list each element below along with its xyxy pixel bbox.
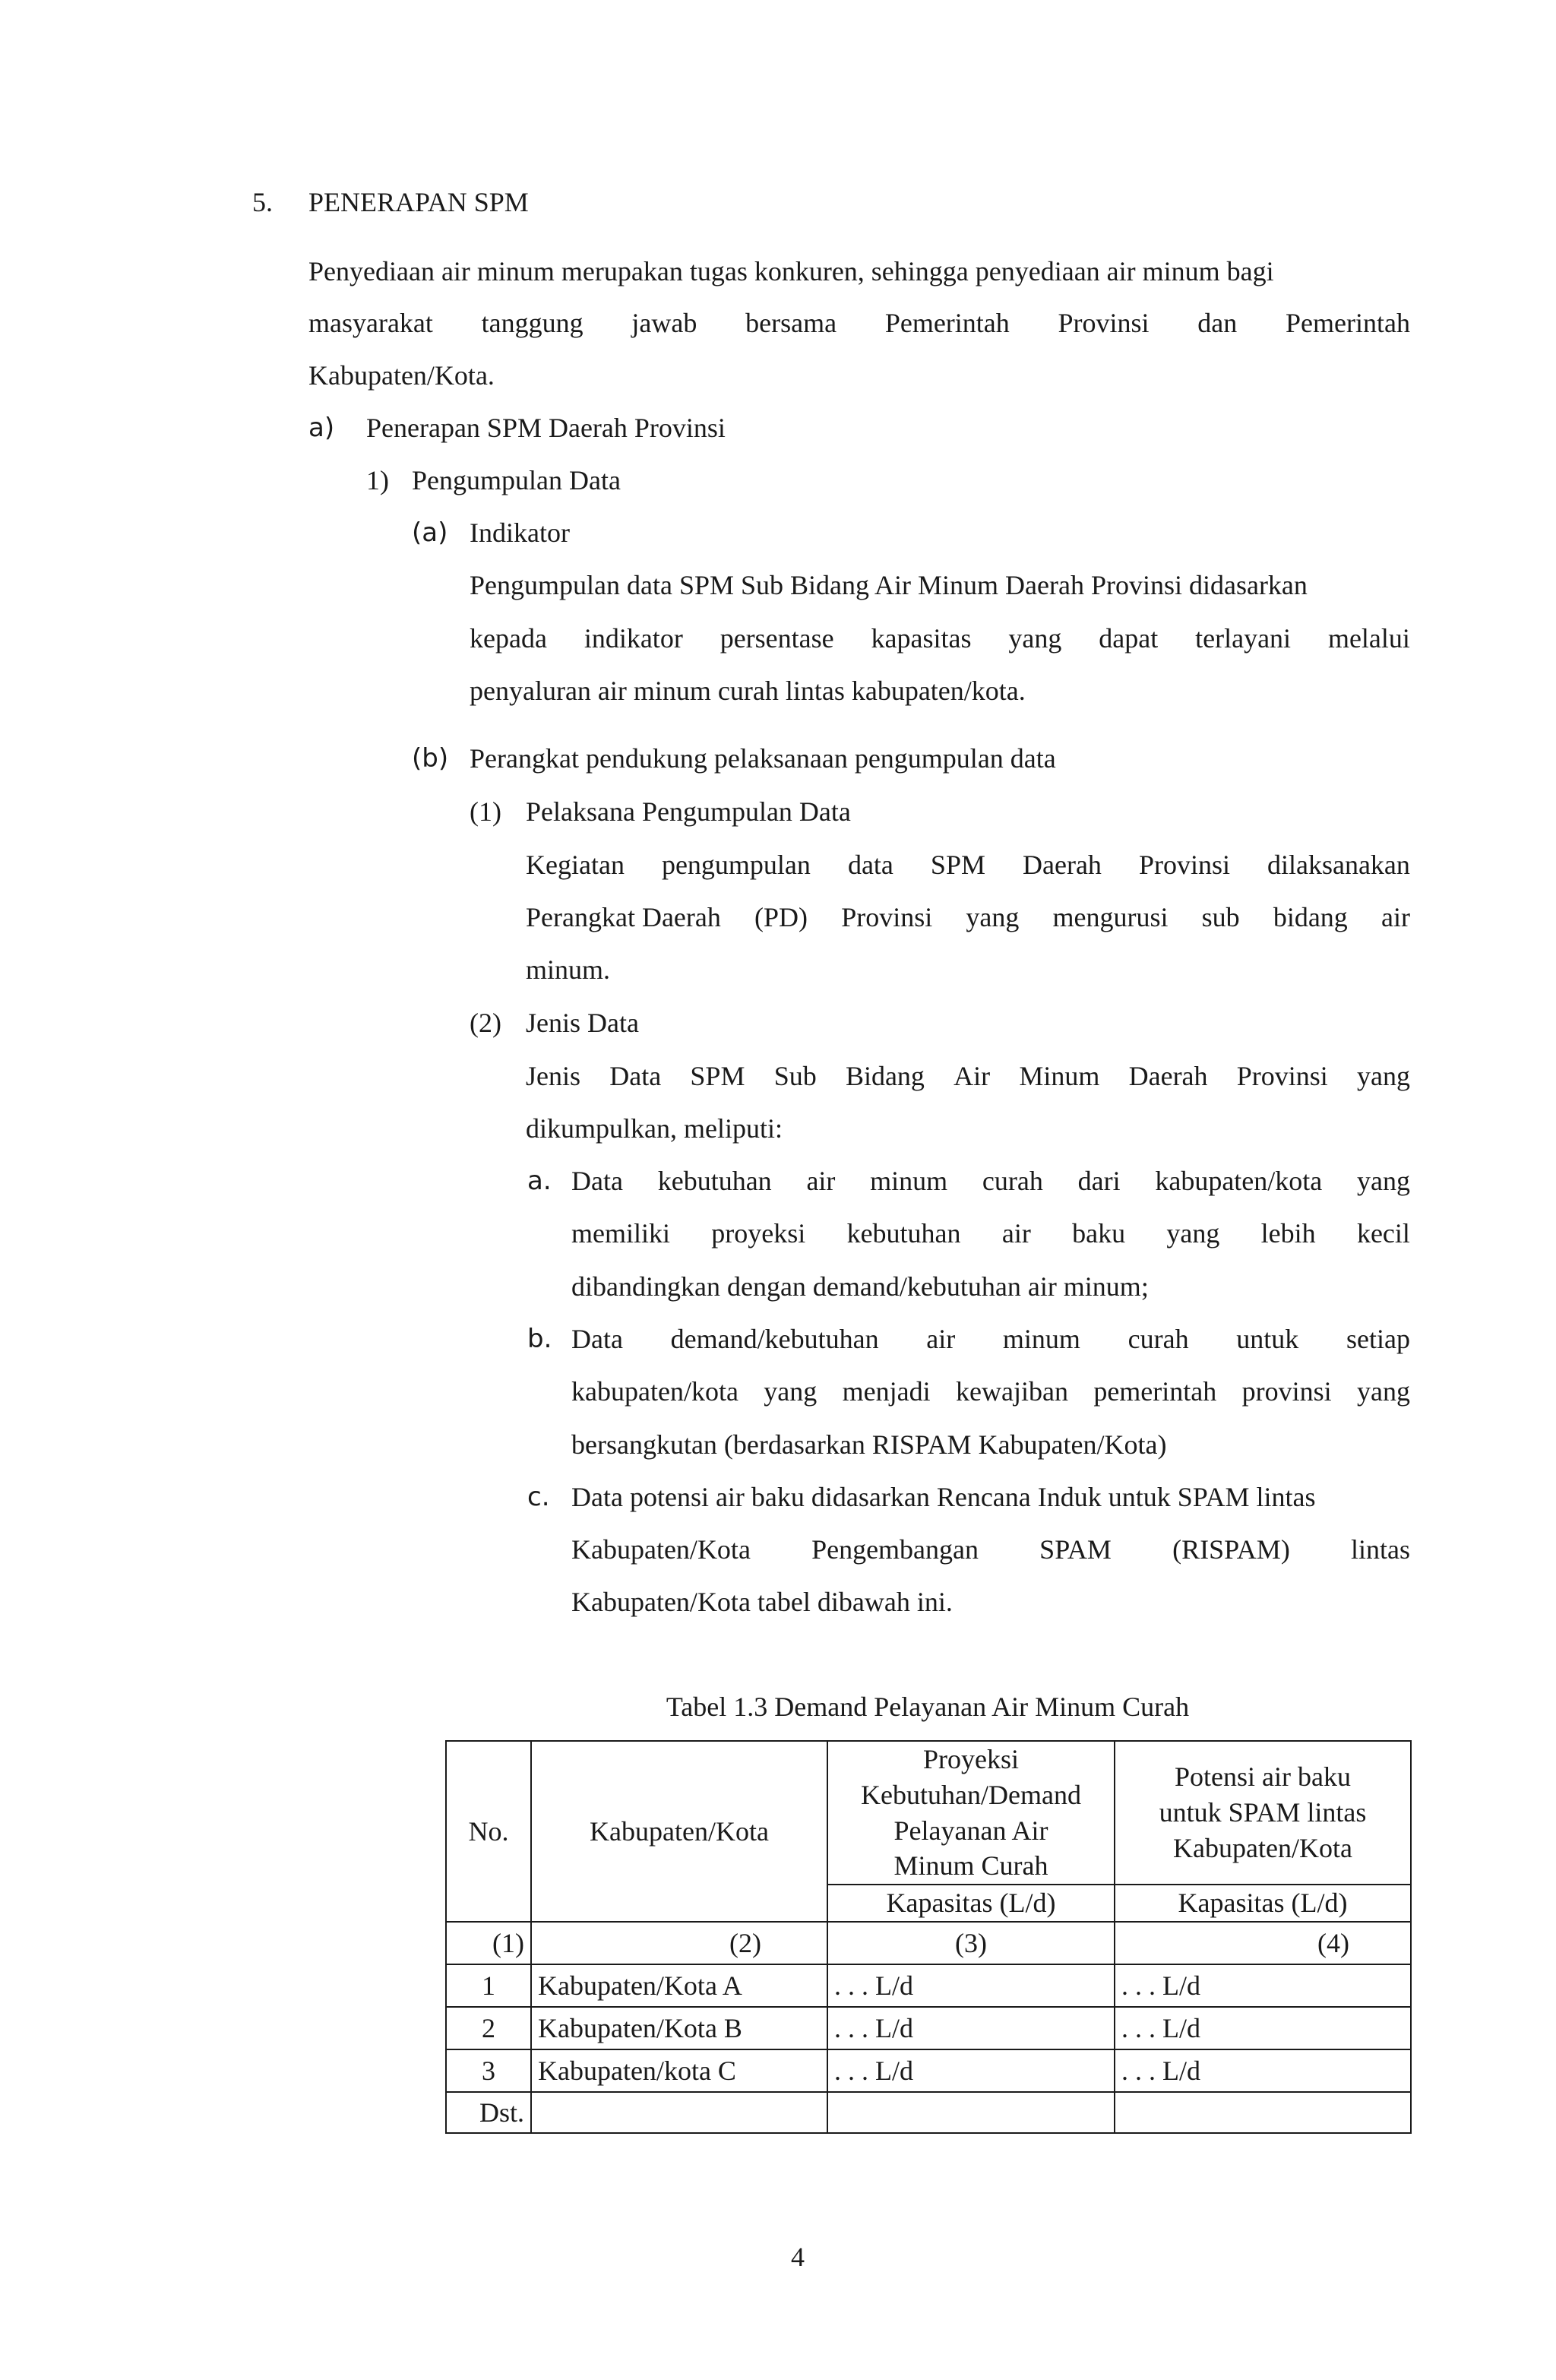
indikator-line-3: penyaluran air minum curah lintas kabupaten/kota. (470, 676, 1026, 706)
table-header-row (446, 1741, 1411, 1885)
header-no: No. (446, 1741, 531, 1922)
jenis-data-title: Jenis Data (526, 1008, 639, 1038)
row-kabupaten: Kabupaten/kota C (531, 2049, 827, 2092)
row-kabupaten: Kabupaten/Kota A (531, 1964, 827, 2007)
list-marker-paren-b: (b) (412, 743, 449, 774)
index-cell: (4) (1115, 1922, 1411, 1964)
header-potensi: Potensi air baku untuk SPAM lintas Kabupaten/Kota (1115, 1741, 1411, 1885)
row-kapasitas-4: . . . L/d (1115, 1964, 1411, 2007)
list-marker-dot-b: b. (527, 1324, 552, 1354)
row-kapasitas-3 (827, 2092, 1115, 2133)
item-a-line-3: dibandingkan dengan demand/kebutuhan air minum; (571, 1271, 1149, 1302)
indikator-line-1: Pengumpulan data SPM Sub Bidang Air Minum Daerah Provinsi didasarkan (470, 570, 1308, 600)
list-marker-dot-c: c. (527, 1482, 550, 1512)
row-kapasitas-4: . . . L/d (1115, 2049, 1411, 2092)
header-kabupaten: Kabupaten/Kota (531, 1741, 827, 1922)
table-row (446, 1964, 1411, 2007)
item-a-line-2: memiliki proyeksi kebutuhan air baku yang lebih kecil (571, 1218, 1410, 1249)
intro-line-3: Kabupaten/Kota. (308, 360, 495, 391)
list-marker-a: a) (308, 413, 335, 443)
header-kapasitas-3: Kapasitas (L/d) (827, 1885, 1115, 1922)
table-row (446, 2049, 1411, 2092)
list-marker-dot-a: a. (527, 1166, 552, 1196)
list-marker-1: 1) (366, 465, 389, 495)
row-number: 3 (446, 2049, 531, 2092)
item-c-line-1: Data potensi air baku didasarkan Rencana Induk untuk SPAM lintas (571, 1482, 1316, 1512)
row-kapasitas-3: . . . L/d (827, 2007, 1115, 2049)
header-kapasitas-4: Kapasitas (L/d) (1115, 1885, 1411, 1922)
row-kabupaten: Kabupaten/Kota B (531, 2007, 827, 2049)
row-number: Dst. (446, 2092, 531, 2133)
item-b-line-1: Data demand/kebutuhan air minum curah untuk setiap (571, 1324, 1410, 1354)
pelaksana-title: Pelaksana Pengumpulan Data (526, 796, 851, 827)
row-number: 1 (446, 1964, 531, 2007)
row-kabupaten (531, 2092, 827, 2133)
pelaksana-line-2: Perangkat Daerah (PD) Provinsi yang mengurusi sub bidang air (526, 902, 1410, 932)
table-row (446, 2092, 1411, 2133)
perangkat-title: Perangkat pendukung pelaksanaan pengumpulan data (470, 743, 1056, 774)
page-number: 4 (791, 2242, 805, 2272)
pelaksana-line-1: Kegiatan pengumpulan data SPM Daerah Provinsi dilaksanakan (526, 850, 1410, 880)
list-marker-paren-a: (a) (412, 517, 448, 548)
subsection-1-title: Pengumpulan Data (412, 465, 621, 495)
subsection-a-title: Penerapan SPM Daerah Provinsi (366, 413, 726, 443)
item-b-line-3: bersangkutan (berdasarkan RISPAM Kabupaten/Kota) (571, 1429, 1167, 1460)
table-caption: Tabel 1.3 Demand Pelayanan Air Minum Curah (666, 1692, 1190, 1722)
intro-line-1: Penyediaan air minum merupakan tugas konkuren, sehingga penyediaan air minum bagi (308, 256, 1274, 286)
indikator-line-2: kepada indikator persentase kapasitas yang dapat terlayani melalui (470, 623, 1410, 654)
table-index-row (446, 1922, 1411, 1964)
intro-line-2: masyarakat tanggung jawab bersama Pemerintah Provinsi dan Pemerintah (308, 308, 1410, 338)
row-kapasitas-4: . . . L/d (1115, 2007, 1411, 2049)
section-number: 5. (252, 187, 273, 217)
table-row (446, 2007, 1411, 2049)
list-marker-paren-1: (1) (470, 796, 501, 827)
index-cell: (3) (827, 1922, 1115, 1964)
indikator-title: Indikator (470, 517, 570, 548)
jenis-data-line-2: dikumpulkan, meliputi: (526, 1113, 783, 1144)
index-cell: (2) (531, 1922, 827, 1964)
row-kapasitas-3: . . . L/d (827, 1964, 1115, 2007)
row-kapasitas-4 (1115, 2092, 1411, 2133)
row-number: 2 (446, 2007, 531, 2049)
item-b-line-2: kabupaten/kota yang menjadi kewajiban pemerintah provinsi yang (571, 1376, 1410, 1407)
demand-table (445, 1740, 1412, 2134)
item-c-line-3: Kabupaten/Kota tabel dibawah ini. (571, 1587, 953, 1617)
index-cell: (1) (446, 1922, 531, 1964)
section-title: PENERAPAN SPM (308, 187, 529, 217)
list-marker-paren-2: (2) (470, 1008, 501, 1038)
header-proyeksi: Proyeksi Kebutuhan/Demand Pelayanan Air Minum Curah (827, 1741, 1115, 1885)
pelaksana-line-3: minum. (526, 954, 611, 985)
row-kapasitas-3: . . . L/d (827, 2049, 1115, 2092)
item-c-line-2: Kabupaten/Kota Pengembangan SPAM (RISPAM) lintas (571, 1534, 1410, 1565)
jenis-data-line-1: Jenis Data SPM Sub Bidang Air Minum Daerah Provinsi yang (526, 1061, 1410, 1091)
item-a-line-1: Data kebutuhan air minum curah dari kabupaten/kota yang (571, 1166, 1410, 1196)
